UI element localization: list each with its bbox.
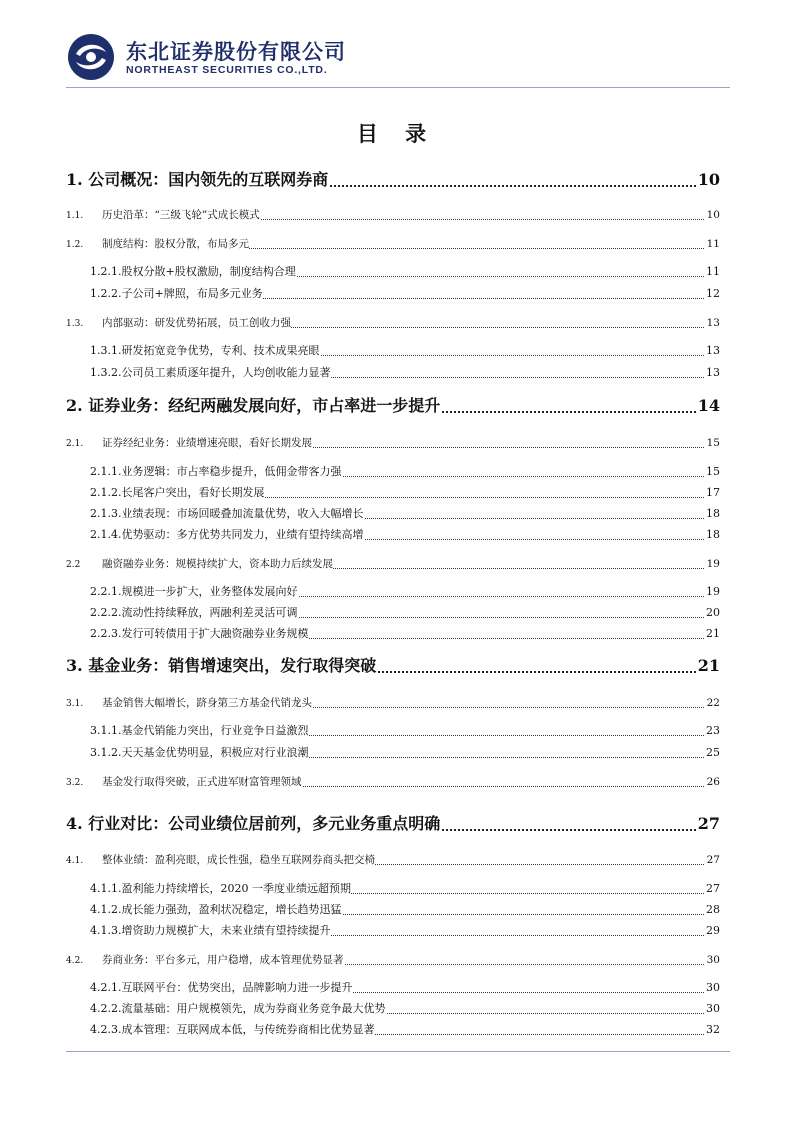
toc-entry-number: 2.1.4. (90, 528, 122, 541)
toc-entry-text (66, 606, 298, 619)
toc-page-number: 30 (706, 1002, 720, 1015)
toc-page-number: 18 (706, 528, 720, 541)
toc-entry-text (66, 265, 296, 278)
toc-entry-label: 天天基金优势明显，积极应对行业浪潮 (121, 746, 309, 759)
toc-entry-text (66, 981, 353, 994)
toc-entry-text (66, 209, 260, 221)
toc-entry-label: 互联网平台：优势突出，品牌影响力进一步提升 (121, 981, 353, 994)
toc-page-number: 29 (706, 924, 720, 937)
toc-entry-level-2[interactable] (66, 852, 720, 868)
toc-page-number: 27 (706, 854, 720, 866)
toc-entry-text (66, 924, 331, 937)
toc-entry-level-3[interactable] (66, 902, 720, 918)
toc-entry-level-2[interactable] (66, 236, 720, 252)
toc-entry-level-3[interactable] (66, 264, 720, 280)
toc-entry-text (66, 287, 263, 300)
toc-entry-label: 基金发行取得突破，正式进军财富管理领域 (102, 776, 302, 788)
toc-page-number: 19 (706, 558, 720, 570)
toc-entry-label: 盈利能力持续增长，2020 一季度业绩远超预期 (121, 882, 351, 895)
toc-page-number: 23 (706, 724, 720, 737)
toc-entry-text (66, 882, 351, 895)
toc-entry-label: 发行可转债用于扩大融资融券业务规模 (121, 627, 309, 640)
toc-entry-level-3[interactable] (66, 286, 720, 302)
toc-entry-level-3[interactable] (66, 923, 720, 939)
toc-entry-number: 4.2.3. (90, 1023, 122, 1036)
toc-entry-label: 基金代销能力突出，行业竞争日益激烈 (121, 724, 309, 737)
toc-entry-level-1[interactable] (66, 654, 720, 678)
toc-entry-label: 长尾客户突出，看好长期发展 (121, 486, 265, 499)
toc-entry-number: 1.2.2. (90, 287, 122, 300)
toc-entry-label: 证券经纪业务：业绩增速亮眼，看好长期发展 (102, 437, 312, 449)
toc-entry-text (66, 776, 302, 788)
toc-entry-number: 1.3.1. (90, 344, 122, 357)
toc-entry-number: 4.2.2. (90, 1002, 122, 1015)
toc-entry-text (66, 437, 312, 449)
toc-entry-text (66, 814, 440, 833)
toc-page-number: 17 (706, 486, 720, 499)
toc-entry-number: 2.2.3. (90, 627, 122, 640)
toc-entry-label: 融资融券业务：规模持续扩大，资本助力后续发展 (102, 558, 333, 570)
toc-entry-label: 子公司+牌照，布局多元业务 (121, 287, 263, 300)
toc-entry-level-2[interactable] (66, 556, 720, 572)
toc-entry-number: 2.2.2. (90, 606, 122, 619)
toc-entry-label: 券商业务：平台多元，用户稳增，成本管理优势显著 (102, 954, 344, 966)
toc-page-number: 15 (706, 465, 720, 478)
toc-page-number: 22 (706, 697, 720, 709)
toc-entry-text (66, 585, 298, 598)
toc-entry-label: 业务逻辑：市占率稳步提升，低佣金带客力强 (121, 465, 342, 478)
toc-page-number: 10 (696, 168, 720, 192)
toc-page-number: 26 (706, 776, 720, 788)
toc-entry-level-3[interactable] (66, 980, 720, 996)
toc-entry-number: 4.2.1. (90, 981, 122, 994)
toc-entry-number: 1.2. (66, 240, 84, 250)
toc-page-number: 11 (706, 265, 720, 278)
toc-entry-number: 2.1. (66, 439, 84, 449)
toc-page-number: 18 (706, 507, 720, 520)
toc-page-number: 13 (706, 344, 720, 357)
toc-entry-number: 2.1.3. (90, 507, 122, 520)
toc-entry-text (66, 697, 312, 709)
toc-entry-text (66, 507, 364, 520)
toc-page-number: 25 (706, 746, 720, 759)
toc-entry-level-3[interactable] (66, 464, 720, 480)
toc-entry-text (66, 656, 376, 675)
toc-entry-level-2[interactable] (66, 315, 720, 331)
toc-entry-text (66, 528, 364, 541)
footer-divider (66, 1051, 730, 1052)
toc-entry-level-3[interactable] (66, 365, 720, 381)
toc-entry-number: 4.1.1. (90, 882, 122, 895)
toc-entry-level-3[interactable] (66, 723, 720, 739)
toc-entry-level-3[interactable] (66, 1001, 720, 1017)
toc-entry-number: 3.1.1. (90, 724, 122, 737)
toc-entry-number: 3.1.2. (90, 746, 122, 759)
toc-entry-level-1[interactable] (66, 812, 720, 836)
toc-entry-level-1[interactable] (66, 168, 720, 192)
toc-entry-label: 行业对比：公司业绩位居前列，多元业务重点明确 (88, 814, 441, 833)
toc-entry-number: 3. (66, 656, 89, 675)
toc-page-number: 21 (706, 627, 720, 640)
toc-entry-number: 2.2.1. (90, 585, 122, 598)
toc-entry-number: 1.3. (66, 319, 84, 329)
toc-entry-label: 规模进一步扩大，业务整体发展向好 (121, 585, 298, 598)
toc-page-number: 30 (706, 981, 720, 994)
toc-entry-number: 2.2 (66, 560, 81, 570)
toc-page-number: 19 (706, 585, 720, 598)
toc-entry-level-2[interactable] (66, 695, 720, 711)
toc-entry-number: 4.1.3. (90, 924, 122, 937)
toc-entry-number: 4.2. (66, 956, 84, 966)
toc-entry-level-2[interactable] (66, 774, 720, 790)
toc-entry-number: 4. (66, 814, 89, 833)
company-name-en: NORTHEAST SECURITIES CO.,LTD. (126, 64, 328, 76)
toc-entry-level-3[interactable] (66, 881, 720, 897)
toc-entry-number: 4.1.2. (90, 903, 122, 916)
toc-entry-label: 内部驱动：研发优势拓展，员工创收力强 (102, 317, 291, 329)
toc-entry-text (66, 558, 333, 570)
toc-entry-label: 制度结构：股权分散，布局多元 (102, 238, 249, 250)
toc-entry-level-3[interactable] (66, 506, 720, 522)
company-name-cn: 东北证券股份有限公司 (126, 40, 346, 64)
toc-entry-number: 2. (66, 396, 89, 415)
toc-entry-level-3[interactable] (66, 1022, 720, 1038)
toc-entry-number: 2.1.2. (90, 486, 122, 499)
toc-entry-text (66, 344, 320, 357)
toc-entry-label: 公司员工素质逐年提升，人均创收能力显著 (121, 366, 331, 379)
toc-page-number: 32 (706, 1023, 720, 1036)
toc-entry-text (66, 903, 342, 916)
toc-entry-level-3[interactable] (66, 584, 720, 600)
toc-entry-label: 整体业绩：盈利亮眼，成长性强，稳坐互联网券商头把交椅 (102, 854, 375, 866)
toc-page-number: 30 (706, 954, 720, 966)
toc-page-number: 14 (696, 394, 720, 418)
toc-entry-label: 业绩表现：市场回暖叠加流量优势，收入大幅增长 (121, 507, 364, 520)
toc-entry-number: 1.3.2. (90, 366, 122, 379)
toc-entry-text (66, 238, 249, 250)
toc-page-number: 21 (696, 654, 720, 678)
toc-page-number: 28 (706, 903, 720, 916)
toc-entry-level-3[interactable] (66, 343, 720, 359)
toc-entry-text (66, 1023, 375, 1036)
toc-entry-label: 股权分散+股权激励，制度结构合理 (121, 265, 296, 278)
toc-entry-number: 1. (66, 170, 89, 189)
company-logo-icon (66, 32, 116, 82)
toc-entry-label: 基金业务：销售增速突出，发行取得突破 (88, 656, 377, 675)
toc-entry-level-3[interactable] (66, 745, 720, 761)
toc-entry-text (66, 317, 291, 329)
header-divider (66, 87, 730, 88)
page-header (66, 28, 730, 86)
toc-entry-label: 成长能力强劲，盈利状况稳定，增长趋势迅猛 (121, 903, 342, 916)
toc-entry-number: 1.1. (66, 211, 84, 221)
toc-entry-level-3[interactable] (66, 626, 720, 642)
toc-page-number: 27 (706, 882, 720, 895)
toc-page-number: 10 (706, 209, 720, 221)
toc-entry-label: 研发拓宽竞争优势，专利、技术成果亮眼 (121, 344, 320, 357)
toc-entry-level-1[interactable] (66, 394, 720, 418)
toc-entry-label: 历史沿革：“三级飞轮”式成长模式 (102, 209, 260, 221)
toc-entry-level-2[interactable] (66, 952, 720, 968)
toc-entry-text (66, 746, 309, 759)
toc-page-number: 11 (706, 238, 720, 250)
toc-entry-number: 2.1.1. (90, 465, 122, 478)
toc-entry-text (66, 486, 265, 499)
toc-entry-number: 3.1. (66, 699, 84, 709)
toc-entry-text (66, 954, 344, 966)
toc-entry-text (66, 627, 309, 640)
toc-entry-label: 公司概况：国内领先的互联网券商 (88, 170, 329, 189)
toc-entry-level-3[interactable] (66, 527, 720, 543)
toc-entry-level-3[interactable] (66, 485, 720, 501)
toc-entry-text (66, 465, 342, 478)
toc-page-number: 27 (696, 812, 720, 836)
toc-entry-level-2[interactable] (66, 435, 720, 451)
toc-entry-text (66, 366, 331, 379)
toc-entry-text (66, 1002, 386, 1015)
toc-entry-label: 流量基础：用户规模领先，成为券商业务竞争最大优势 (121, 1002, 386, 1015)
toc-entry-text (66, 854, 375, 866)
toc-entry-number: 4.1. (66, 856, 84, 866)
toc-page-number: 15 (706, 437, 720, 449)
toc-page-number: 20 (706, 606, 720, 619)
toc-page-number: 12 (706, 287, 720, 300)
toc-entry-number: 3.2. (66, 778, 84, 788)
toc-entry-number: 1.2.1. (90, 265, 122, 278)
toc-entry-label: 优势驱动：多方优势共同发力，业绩有望持续高增 (121, 528, 364, 541)
toc-entry-text (66, 396, 440, 415)
toc-page-number: 13 (706, 366, 720, 379)
toc-title: 目 录 (356, 122, 437, 146)
toc-entry-level-3[interactable] (66, 605, 720, 621)
toc-entry-level-2[interactable] (66, 207, 720, 223)
toc-entry-label: 增资助力规模扩大，未来业绩有望持续提升 (121, 924, 331, 937)
toc-entry-label: 成本管理：互联网成本低，与传统券商相比优势显著 (121, 1023, 375, 1036)
toc-entry-text (66, 724, 309, 737)
toc-entry-label: 证券业务：经纪两融发展向好，市占率进一步提升 (88, 396, 441, 415)
toc-entry-label: 基金销售大幅增长，跻身第三方基金代销龙头 (102, 697, 312, 709)
toc-page-number: 13 (706, 317, 720, 329)
toc-entry-text (66, 170, 328, 189)
toc-entry-label: 流动性持续释放，两融利差灵活可调 (121, 606, 298, 619)
